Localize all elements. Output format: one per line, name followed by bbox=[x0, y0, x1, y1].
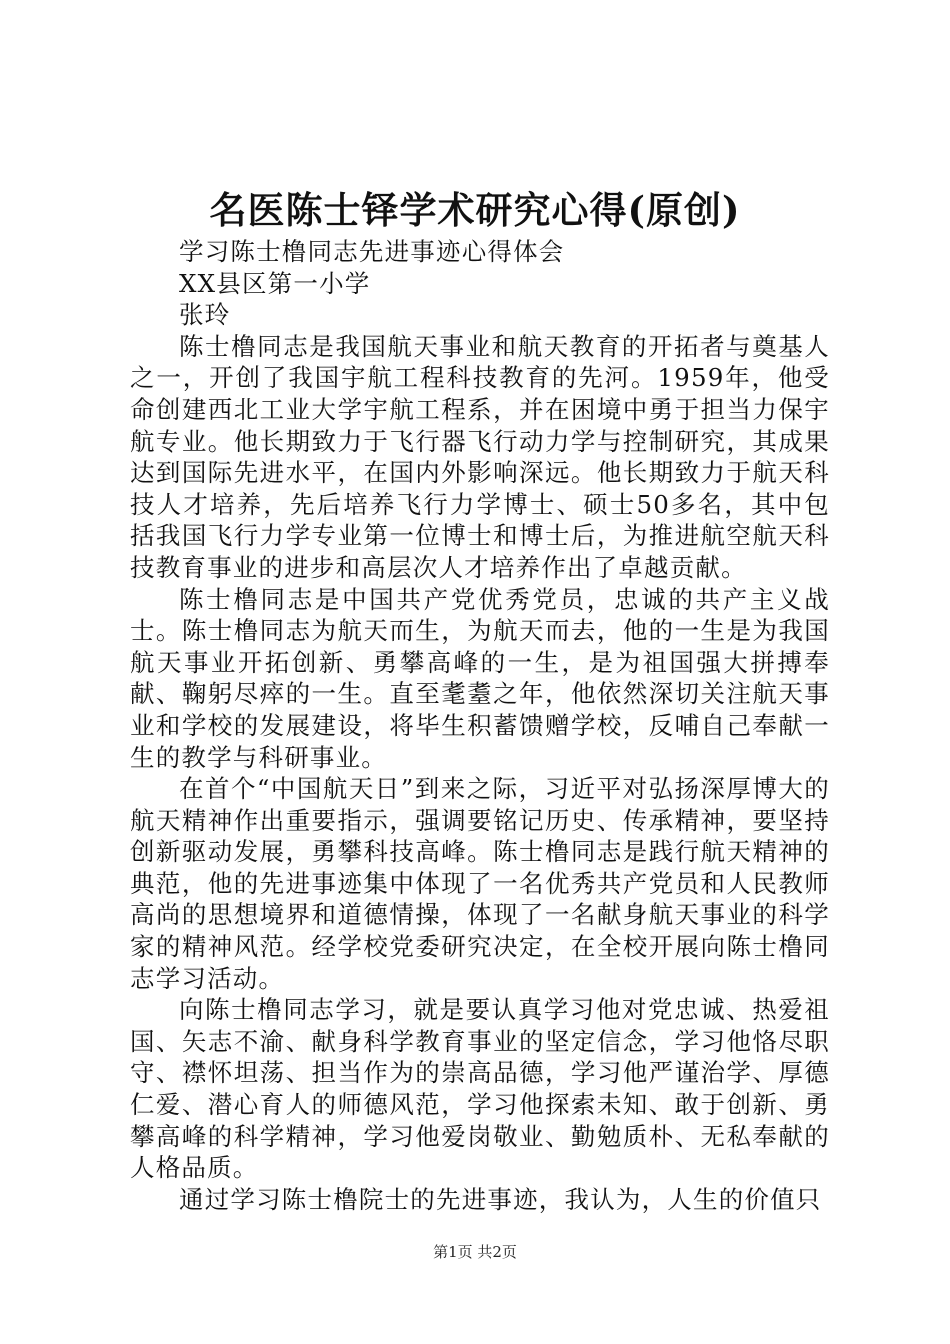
document-body bbox=[130, 236, 830, 1215]
school-name: XX县区第一小学 bbox=[179, 268, 371, 298]
paragraph-5: 通过学习陈士橹院士的先进事迹，我认为，人生的价值只 bbox=[179, 1184, 822, 1214]
paragraph-3: 在首个“中国航天日”到来之际，习近平对弘扬深厚博大的航天精神作出重要指示，强调要铭记历史、传承精神，要坚持创新驱动发展，勇攀科技高峰。陈士橹同志是践行航天精神的典范，他的先进事迹集中体现了一名优秀共产党员和人民教师高尚的思想境界和道德情操，体现了一名献身航天事业的科学家的精神风范。经学校党委研究决定，在全校开展向陈士橹同志学习活动。 bbox=[130, 774, 830, 993]
paragraph-2: 陈士橹同志是中国共产党优秀党员，忠诚的共产主义战士。陈士橹同志为航天而生，为航天而去，他的一生是为我国航天事业开拓创新、勇攀高峰的一生，是为祖国强大拼搏奉献、鞠躬尽瘁的一生。直至耄耋之年，他依然深切关注航天事业和学校的发展建设，将毕生积蓄馈赠学校，反哺自己奉献一生的教学与科研事业。 bbox=[130, 584, 830, 772]
author-name: 张玲 bbox=[179, 300, 231, 330]
document-title: 名医陈士铎学术研究心得(原创) bbox=[209, 188, 741, 232]
page-number-footer: 第1页 共2页 bbox=[433, 1243, 517, 1261]
document-subtitle: 学习陈士橹同志先进事迹心得体会 bbox=[179, 237, 565, 266]
paragraph-4: 向陈士橹同志学习，就是要认真学习他对党忠诚、热爱祖国、矢志不渝、献身科学教育事业的坚定信念，学习他恪尽职守、襟怀坦荡、担当作为的崇高品德，学习他严谨治学、厚德仁爱、潜心育人的师德风范，学习他探索未知、敢于创新、勇攀高峰的科学精神，学习他爱岗敬业、勤勉质朴、无私奉献的人格品质。 bbox=[130, 995, 830, 1183]
paragraph-1: 陈士橹同志是我国航天事业和航天教育的开拓者与奠基人之一，开创了我国宇航工程科技教育的先河。1959年，他受命创建西北工业大学宇航工程系，并在困境中勇于担当力保宇航专业。他长期致力于飞行器飞行动力学与控制研究，其成果达到国际先进水平，在国内外影响深远。他长期致力于航天科技人才培养，先后培养飞行力学博士、硕士50多名，其中包括我国飞行力学专业第一位博士和博士后，为推进航空航天科技教育事业的进步和高层次人才培养作出了卓越贡献。 bbox=[130, 331, 830, 582]
